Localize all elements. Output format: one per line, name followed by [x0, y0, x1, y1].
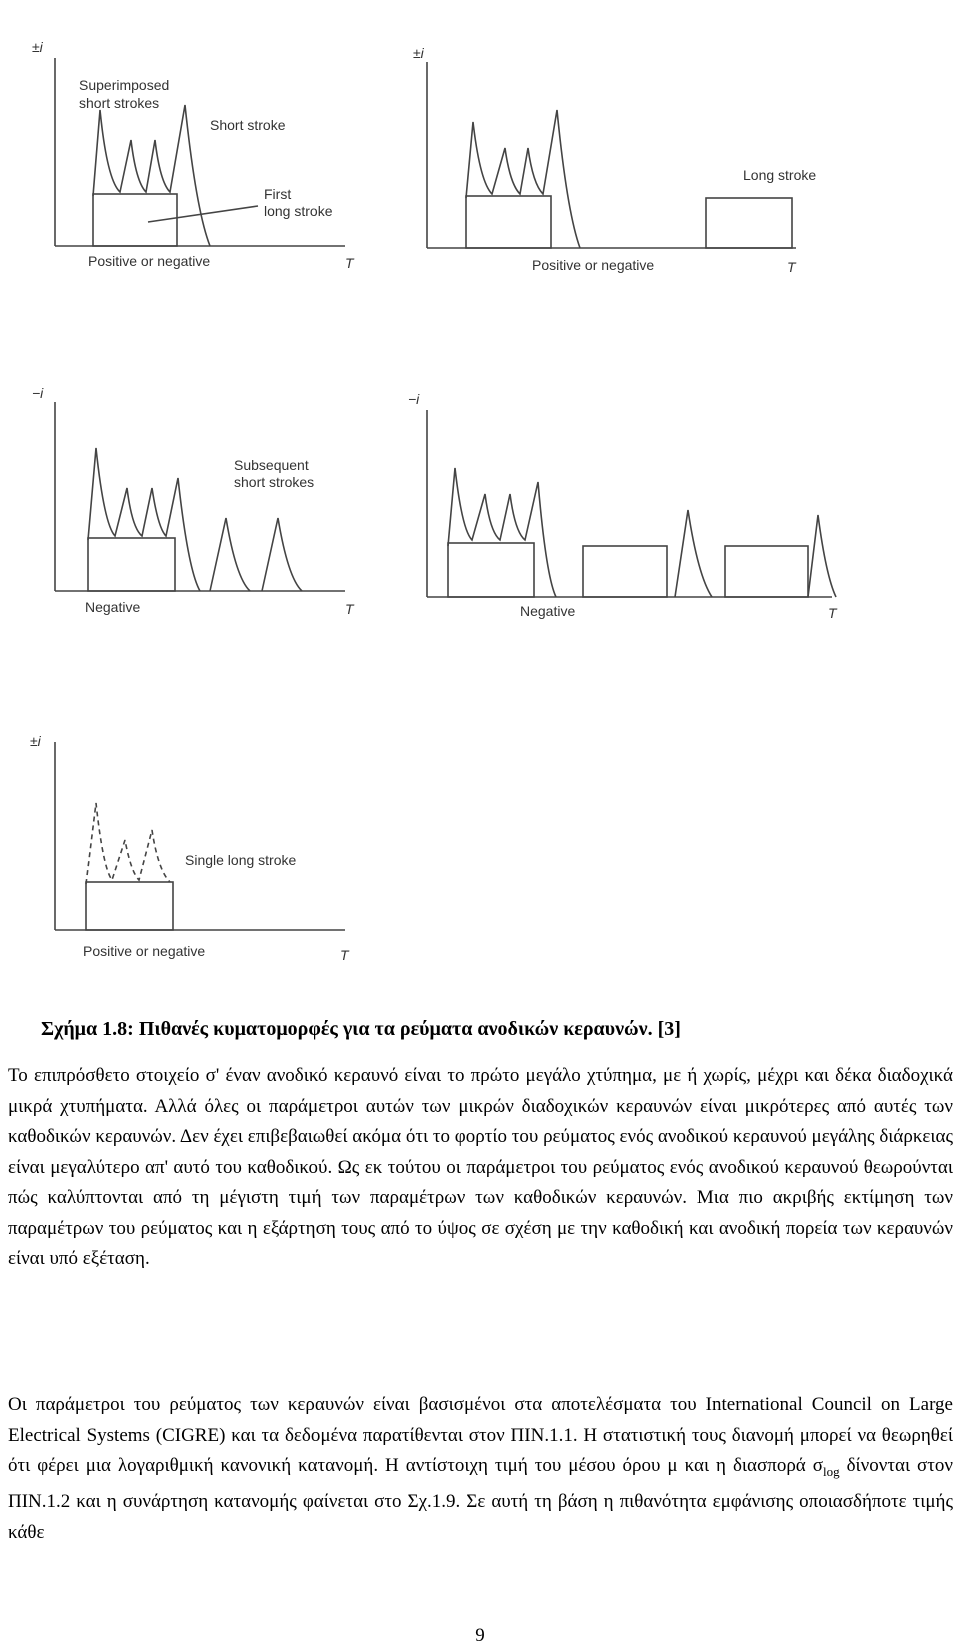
panel-2-waveform [427, 62, 796, 248]
panel-5-waveform [55, 742, 345, 930]
paragraph-2 [8, 1390, 953, 1548]
paragraph-2-part-2: δίνονται στον ΠΙΝ.1.2 και η συνάρτηση κατανομής φαίνεται στο Σχ.1.9. Σε αυτή τη βάση η πιθανότητα εμφάνισης οποιασδήποτε τιμής κάθε [8, 1455, 954, 1543]
panel-4-strokes-a [448, 468, 556, 597]
panel-1-label-short-stroke: Short stroke [210, 117, 286, 133]
panel-3-x-label: T [345, 601, 354, 617]
panel-3-bottom-label: Negative [85, 599, 141, 615]
panel-2-y-label: ±i [413, 45, 424, 61]
panel-1-y-label: ±i [32, 39, 43, 55]
panel-4-waveform [427, 410, 836, 597]
panel-2-x-label: T [787, 259, 796, 275]
panel-4-y-label: −i [408, 391, 420, 407]
panel-1-bottom-label: Positive or negative [88, 253, 211, 269]
panel-4-bottom-label: Negative [520, 603, 576, 619]
panel-4-stroke-c [808, 515, 836, 597]
panel-2-label-long-stroke: Long stroke [743, 167, 817, 183]
paragraph-2-part-1: Οι παράμετροι του ρεύματος των κεραυνών είναι βασισμένοι στα αποτελέσματα του International Council on Large Electrical Systems (CIGRE) και τα δεδομένα παρατίθενται στον ΠΙΝ.1.1. Η στατιστική τους διανομή μπορεί να θεωρηθεί ότι φέρει μια λογαριθμική κανονική κατανομή. Η αντίστοιχη τιμή του μέσου όρου μ και η διασπορά σ [8, 1394, 953, 1476]
panel-4-rect-2 [583, 546, 667, 597]
panel-3-label-subsequent: Subsequent [234, 457, 309, 473]
panel-3-waveform [55, 402, 345, 591]
panel-1-label-long-stroke: long stroke [264, 203, 333, 219]
panel-2-bottom-label: Positive or negative [532, 257, 655, 273]
panel-4-stroke-b [675, 510, 712, 597]
panel-4-rect-3 [725, 546, 808, 597]
panel-1-label-superimposed: Superimposed [79, 77, 170, 93]
panel-3-rect [88, 538, 175, 591]
panel-2-long-stroke-rect [706, 198, 792, 248]
panel-4-rect-1 [448, 543, 534, 597]
sigma-log-subscript: log [823, 1463, 840, 1479]
panel-4-x-label: T [828, 605, 837, 621]
panel-5-bottom-label: Positive or negative [83, 943, 206, 959]
panel-3-strokes-a [88, 448, 200, 591]
panel-1-label-short-strokes: short strokes [79, 95, 160, 111]
panel-3-stroke-c [262, 518, 302, 591]
panel-5-long-stroke-rect [86, 882, 173, 930]
panel-3-stroke-b [210, 518, 250, 591]
panel-5-dashed-strokes [86, 803, 170, 884]
panel-1-label-first: First [264, 186, 292, 202]
page-number: 9 [475, 1625, 485, 1646]
figure-caption: Σχήμα 1.8: Πιθανές κυματομορφές για τα ρεύματα ανοδικών κεραυνών. [3] [41, 1018, 681, 1040]
panel-3-y-label: −i [32, 385, 44, 401]
panel-2-first-stroke-rect [466, 196, 551, 248]
panel-1-x-label: T [345, 255, 354, 271]
panel-5-x-label: T [340, 947, 349, 963]
panel-2-short-strokes [466, 110, 580, 248]
panel-5-label-single-long-stroke: Single long stroke [185, 852, 297, 868]
panel-3-label-short-strokes: short strokes [234, 474, 315, 490]
panel-5-y-label: ±i [30, 733, 41, 749]
panel-1-short-strokes [93, 105, 210, 246]
paragraph-1: Το επιπρόσθετο στοιχείο σ' έναν ανοδικό κεραυνό είναι το πρώτο μεγάλο χτύπημα, με ή χωρίς, μέχρι και δέκα διαδοχικά μικρά χτυπήματα. Αλλά όλες οι παράμετροι αυτών των μικρών διαδοχικών κεραυνών είναι μικρότερες από αυτές των καθοδικών κεραυνών. Δεν έχει επιβεβαιωθεί ακόμα ότι το φορτίο του ρεύματος ενός ανοδικού κεραυνού μεγάλης διάρκειας είναι μεγαλύτερο απ' αυτό του καθοδικού. Ως εκ τούτου οι παράμετροι του ρεύματος ενός ανοδικού κεραυνού θεωρούνται πώς καλύπτονται από τη μέγιστη τιμή των παραμέτρων των καθοδικών κεραυνών. Μια πιο ακριβής εκτίμηση των παραμέτρων του ρεύματος και η εξάρτηση τους από το ύψος σε σχέση με την καθοδική και ανοδική πορεία των κεραυνών είναι υπό εξέταση. [8, 1065, 953, 1269]
